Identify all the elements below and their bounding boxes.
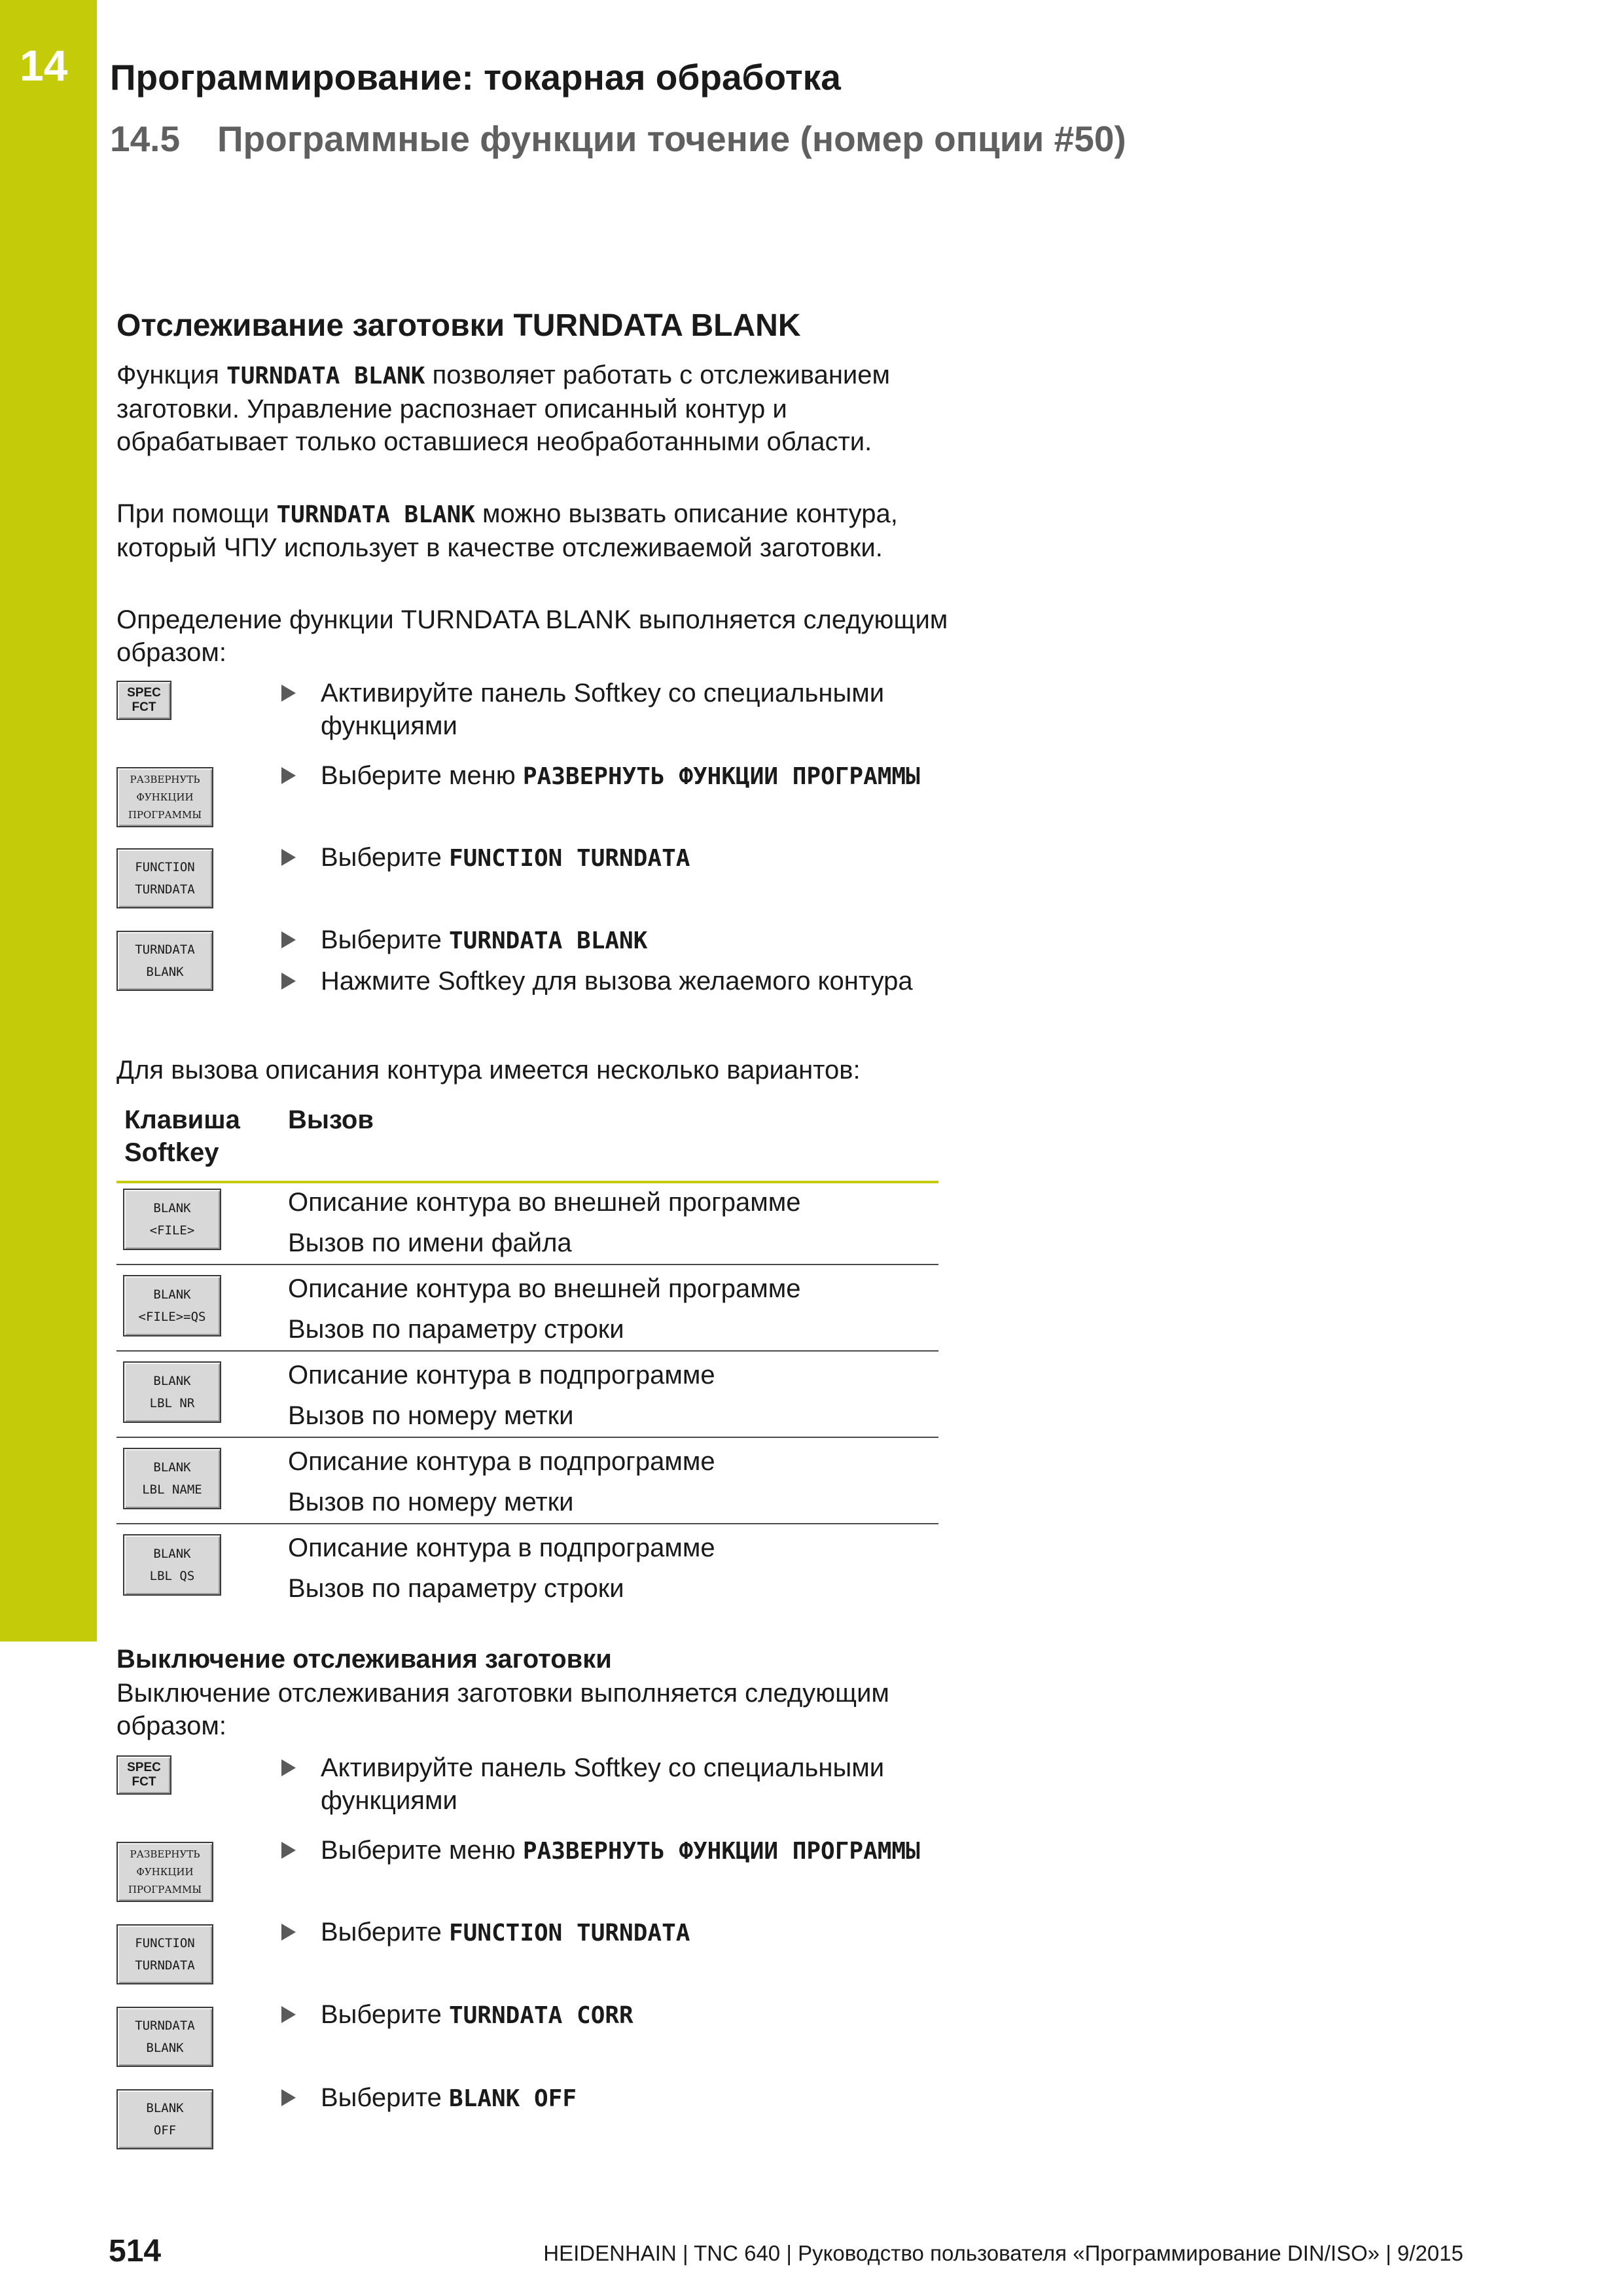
table-row-divider xyxy=(116,1350,938,1352)
table-row-divider xyxy=(116,1437,938,1438)
table-row: Описание контура во внешней программе Вызов по имени файла xyxy=(288,1188,801,1257)
step: Выберите FUNCTION TURNDATA xyxy=(281,841,975,875)
softkey-blank-lbl-qs[interactable]: BLANK LBL QS xyxy=(123,1534,221,1596)
softkey-spec-fct[interactable]: SPEC FCT xyxy=(116,1755,171,1795)
table-header-call: Вызов xyxy=(288,1105,374,1134)
softkey-turndata-blank[interactable]: TURNDATA BLANK xyxy=(116,2007,213,2067)
table-row: Описание контура в подпрограмме Вызов по номеру метки xyxy=(288,1361,715,1430)
page-number: 514 xyxy=(109,2234,162,2269)
softkey-expand-program-functions[interactable]: РАЗВЕРНУТЬ ФУНКЦИИ ПРОГРАММЫ xyxy=(116,767,213,827)
softkey-function-turndata[interactable]: FUNCTION TURNDATA xyxy=(116,848,213,908)
step: Активируйте панель Softkey со специальными функциями xyxy=(281,1751,975,1817)
table-row: Описание контура в подпрограмме Вызов по номеру метки xyxy=(288,1447,715,1516)
section-title-blank: Отслеживание заготовки TURNDATA BLANK xyxy=(116,308,801,343)
step: Выберите меню РАЗВЕРНУТЬ ФУНКЦИИ ПРОГРАММЫ xyxy=(281,759,975,793)
paragraph: Выключение отслеживания заготовки выполняется следующим образом: xyxy=(116,1679,889,1740)
softkey-blank-file[interactable]: BLANK <FILE> xyxy=(123,1189,221,1250)
footer-text: HEIDENHAIN | TNC 640 | Руководство пользователя «Программирование DIN/ISO» | 9/2015 xyxy=(543,2241,1463,2265)
table-row-divider xyxy=(116,1523,938,1524)
arrow-icon xyxy=(281,1842,296,1859)
arrow-icon xyxy=(281,849,296,866)
arrow-icon xyxy=(281,685,296,702)
paragraph: Функция TURNDATA BLANK позволяет работать с отслеживанием заготовки. Управление распознает описанный контур и обрабатывает только оставшиеся необработанными области. xyxy=(116,361,890,456)
step: Выберите TURNDATA BLANK xyxy=(281,924,975,958)
table-row: Описание контура в подпрограмме Вызов по параметру строки xyxy=(288,1534,715,1603)
step: Выберите меню РАЗВЕРНУТЬ ФУНКЦИИ ПРОГРАММЫ xyxy=(281,1834,975,1868)
softkey-blank-lbl-nr[interactable]: BLANK LBL NR xyxy=(123,1361,221,1423)
section-title: Программные функции точение (номер опции #50) xyxy=(217,118,1126,159)
arrow-icon xyxy=(281,2006,296,2023)
subsection-title-off: Выключение отслеживания заготовки xyxy=(116,1645,612,1674)
softkey-spec-fct[interactable]: SPEC FCT xyxy=(116,681,171,720)
softkey-function-turndata[interactable]: FUNCTION TURNDATA xyxy=(116,1924,213,1984)
softkey-blank-lbl-name[interactable]: BLANK LBL NAME xyxy=(123,1448,221,1509)
softkey-blank-off[interactable]: BLANK OFF xyxy=(116,2089,213,2149)
paragraph: Для вызова описания контура имеется несколько вариантов: xyxy=(116,1056,861,1085)
arrow-icon xyxy=(281,1759,296,1776)
step: Выберите TURNDATA CORR xyxy=(281,1998,975,2032)
arrow-icon xyxy=(281,973,296,990)
chapter-number: 14 xyxy=(20,41,68,90)
arrow-icon xyxy=(281,2089,296,2106)
arrow-icon xyxy=(281,931,296,948)
softkey-expand-program-functions[interactable]: РАЗВЕРНУТЬ ФУНКЦИИ ПРОГРАММЫ xyxy=(116,1842,213,1902)
step: Активируйте панель Softkey со специальными функциями xyxy=(281,677,975,742)
softkey-blank-file-qs[interactable]: BLANK <FILE>=QS xyxy=(123,1275,221,1336)
arrow-icon xyxy=(281,1924,296,1941)
chapter-title: Программирование: токарная обработка xyxy=(110,57,841,98)
softkey-turndata-blank[interactable]: TURNDATA BLANK xyxy=(116,931,213,991)
chapter-tab xyxy=(0,0,97,1641)
step: Нажмите Softkey для вызова желаемого контура xyxy=(281,965,975,997)
section-number: 14.5 xyxy=(110,118,181,159)
table-row: Описание контура во внешней программе Вызов по параметру строки xyxy=(288,1274,801,1344)
step: Выберите BLANK OFF xyxy=(281,2081,975,2115)
arrow-icon xyxy=(281,767,296,784)
step: Выберите FUNCTION TURNDATA xyxy=(281,1916,975,1950)
paragraph: При помощи TURNDATA BLANK можно вызвать описание контура, который ЧПУ использует в качестве отслеживаемой заготовки. xyxy=(116,499,898,562)
section-heading xyxy=(110,118,1126,160)
table-row-divider xyxy=(116,1264,938,1265)
table-header-softkey: Клавиша Softkey xyxy=(124,1105,240,1167)
paragraph: Определение функции TURNDATA BLANK выполняется следующим образом: xyxy=(116,605,948,667)
